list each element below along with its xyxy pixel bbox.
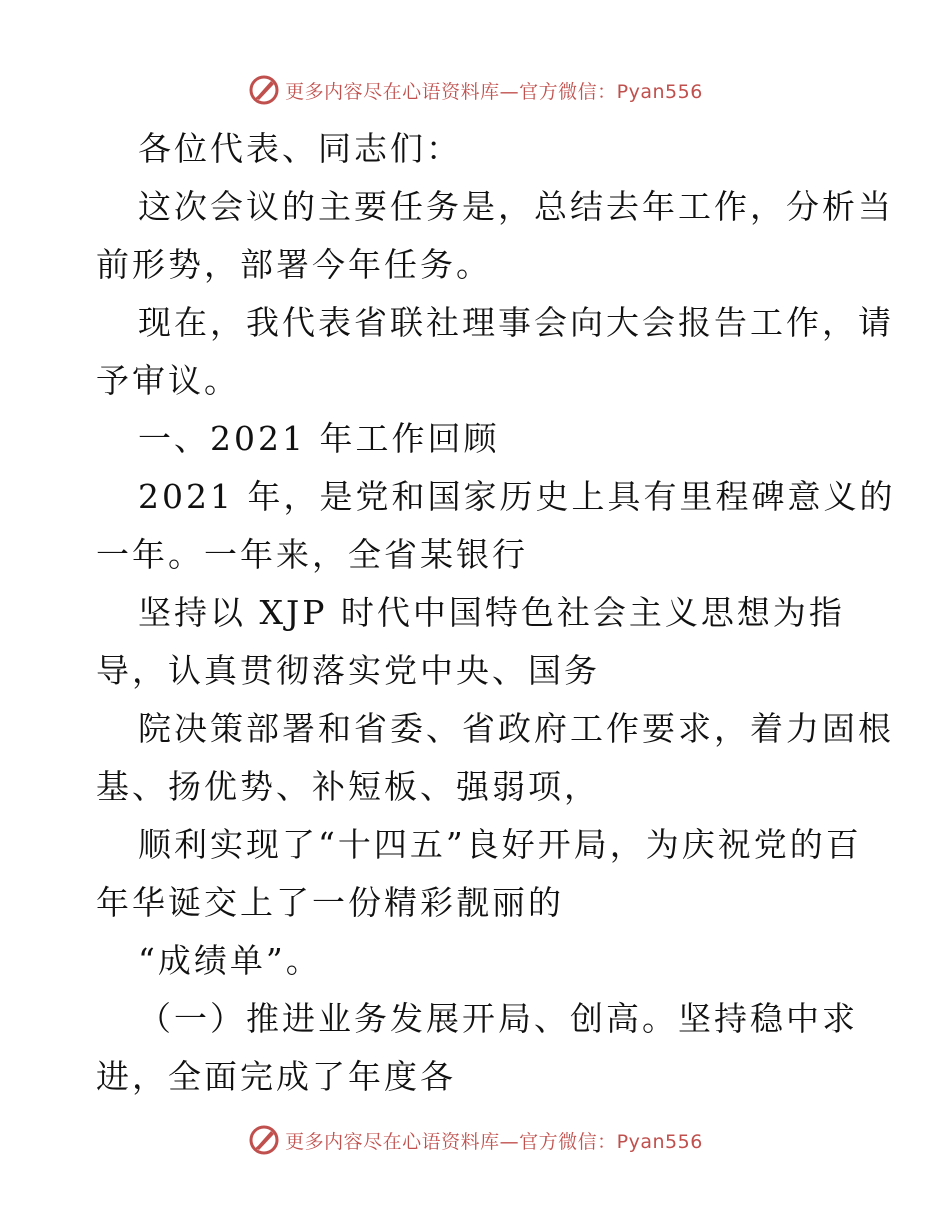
header-watermark [0, 70, 950, 110]
watermark-text: 更多内容尽在心语资料库—官方微信：Pyan556 [285, 80, 703, 103]
paragraph-line: 予审议。 [96, 361, 240, 400]
paragraph-line: “成绩单”。 [138, 941, 322, 980]
paragraph-line: 2021 年，是党和国家历史上具有里程碑意义的 [138, 477, 896, 516]
paragraph-line: 院决策部署和省委、省政府工作要求，着力固根 [138, 709, 894, 748]
paragraph-line: 年华诞交上了一份精彩靓丽的 [96, 883, 564, 922]
quill-pen-logo-icon [247, 73, 281, 107]
paragraph-line: 进，全面完成了年度各 [96, 1057, 456, 1096]
quill-pen-logo-icon [247, 1123, 281, 1157]
paragraph-line: 导，认真贯彻落实党中央、国务 [96, 651, 600, 690]
paragraph-line: 前形势，部署今年任务。 [96, 245, 492, 284]
salutation: 各位代表、同志们： [138, 129, 462, 168]
paragraph-line: 基、扬优势、补短板、强弱项， [96, 767, 600, 806]
paragraph-line: 现在，我代表省联社理事会向大会报告工作，请 [138, 303, 894, 342]
watermark-text: 更多内容尽在心语资料库—官方微信：Pyan556 [285, 1130, 703, 1153]
paragraph-line: 一年。一年来，全省某银行 [96, 535, 528, 574]
paragraph-line: 坚持以 XJP 时代中国特色社会主义思想为指 [138, 593, 845, 632]
footer-watermark [0, 1120, 950, 1160]
paragraph-line: 这次会议的主要任务是，总结去年工作，分析当 [138, 187, 894, 226]
paragraph-line: 顺利实现了“十四五”良好开局，为庆祝党的百 [138, 825, 862, 864]
document-body [96, 120, 896, 1106]
subsection-heading: （一）推进业务发展开局、创高。坚持稳中求 [138, 999, 858, 1038]
section-heading: 一、2021 年工作回顾 [138, 419, 500, 458]
